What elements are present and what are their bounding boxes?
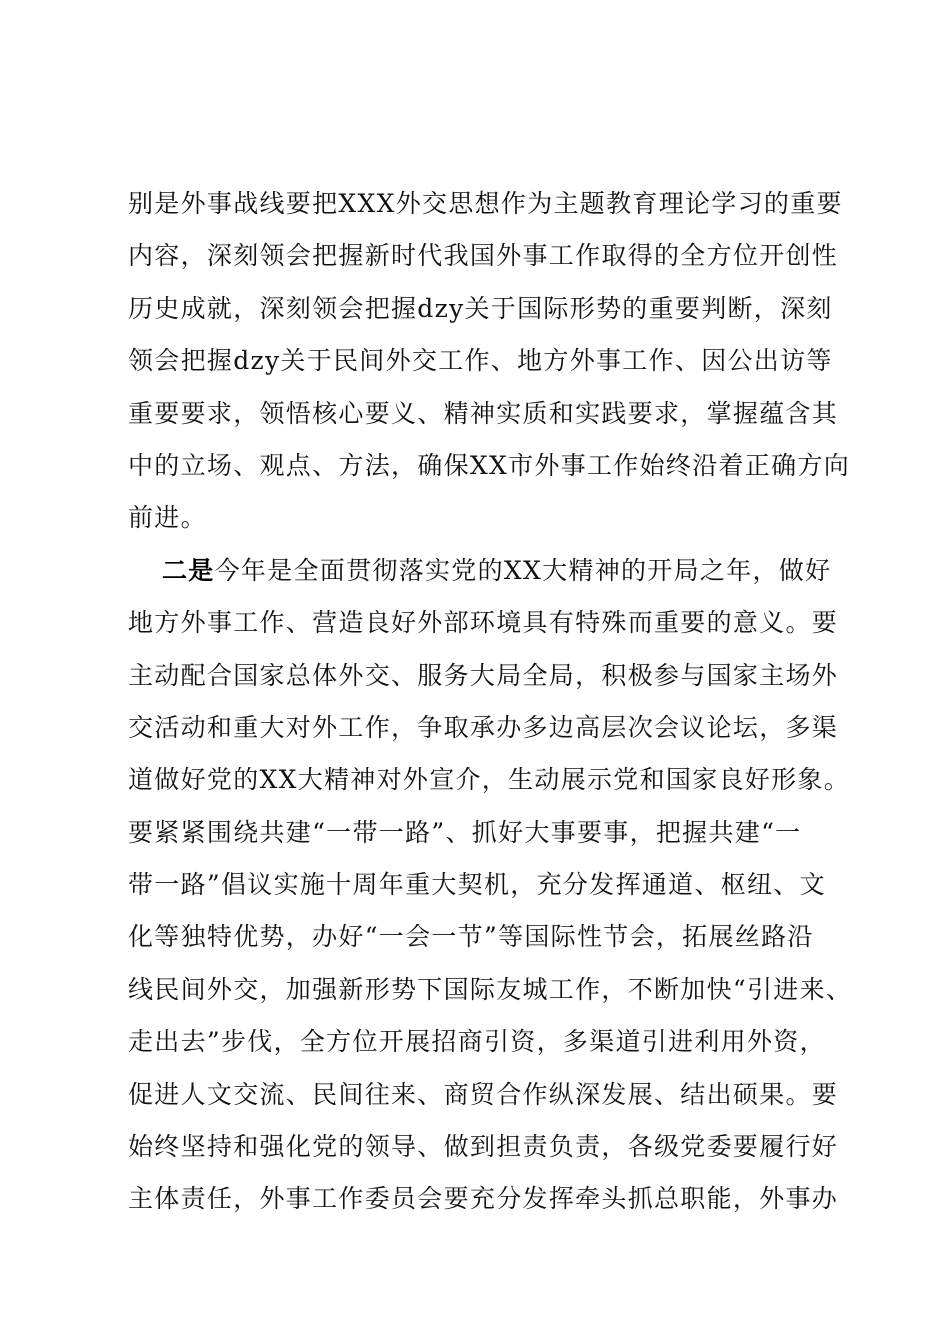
text-line: 历史成就，深刻领会把握dzy关于国际形势的重要判断，深刻 <box>128 293 833 323</box>
paragraph-lead: 二是 <box>162 555 215 585</box>
text-line: 领会把握dzy关于民间外交工作、地方外事工作、因公出访等 <box>128 346 833 376</box>
text-line: 交活动和重大对外工作，争取承办多边高层次会议论坛，多渠 <box>128 712 839 742</box>
text-line: 地方外事工作、营造良好外部环境具有特殊而重要的意义。要 <box>128 608 839 638</box>
text-line: 主体责任，外事工作委员会要充分发挥牵头抓总职能，外事办 <box>128 1184 839 1214</box>
text-line: 促进人文交流、民间往来、商贸合作纵深发展、结出硕果。要 <box>128 1079 839 1109</box>
paragraph-2-first-line <box>128 545 848 597</box>
text-line: 要紧紧围绕共建“一带一路”、抓好大事要事，把握共建“一 <box>128 817 802 847</box>
text-line: 中的立场、观点、方法，确保XX市外事工作始终沿着正确方向 <box>128 450 850 480</box>
text-line: 始终坚持和强化党的领导、做到担责负责，各级党委要履行好 <box>128 1132 839 1162</box>
text-line: 内容，深刻领会把握新时代我国外事工作取得的全方位开创性 <box>128 241 839 271</box>
text-line: 带一路”倡议实施十周年重大契机，充分发挥通道、枢纽、文 <box>128 870 826 900</box>
body-text <box>128 178 853 1226</box>
text-line: 主动配合国家总体外交、服务大局全局，积极参与国家主场外 <box>128 660 839 690</box>
text-line: 前进。 <box>128 503 207 533</box>
text-line: 化等独特优势，办好“一会一节”等国际性节会，拓展丝路沿 <box>128 922 814 952</box>
text-line: 今年是全面贯彻落实党的XX大精神的开局之年，做好 <box>214 555 832 585</box>
text-line: 重要要求，领悟核心要义、精神实质和实践要求，掌握蕴含其 <box>128 398 839 428</box>
text-line: 别是外事战线要把XXX外交思想作为主题教育理论学习的重要 <box>128 189 843 218</box>
text-line: 线民间外交，加强新形势下国际友城工作，不断加快“引进来、 <box>128 974 853 1004</box>
text-line: 道做好党的XX大精神对外宣介，生动展示党和国家良好形象。 <box>128 765 850 795</box>
text-line: 走出去”步伐，全方位开展招商引资，多渠道引进利用外资， <box>128 1027 826 1057</box>
